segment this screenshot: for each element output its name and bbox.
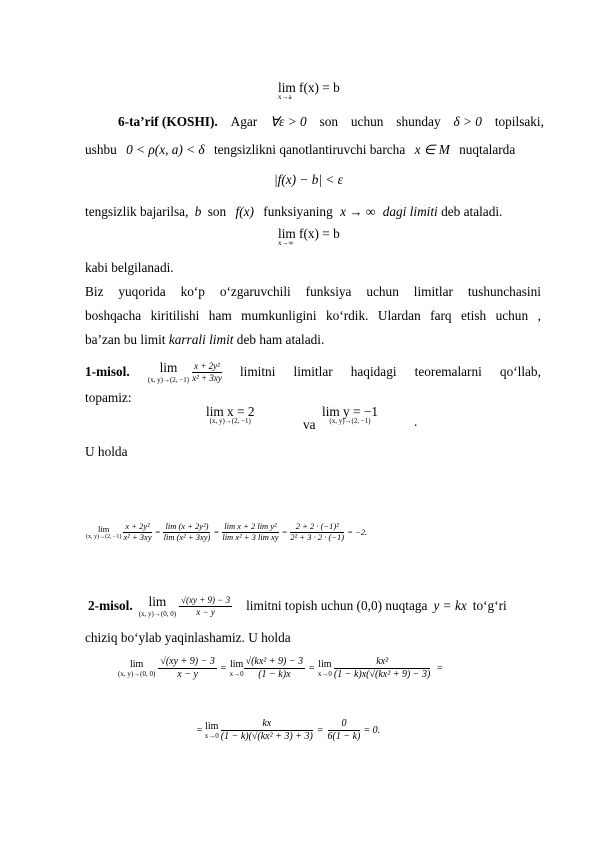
u-holda-1: U holda — [85, 444, 128, 459]
dot-text: . — [414, 414, 418, 429]
example-2-limit: lim (x, y)→(0, 0) $\frac{√(xy + 9) - 3}{x - y}$ — [138, 594, 231, 618]
definition-line-1: 6-ta’rif (KOSHI). Agar ∀ε > 0 son uchun shunday δ > 0 topilsaki, — [118, 114, 544, 129]
paragraph-line-3: ba’zan bu limit karrali limit deb ham ataladi. — [85, 332, 325, 347]
limit-y: lim y = −1 (x, y)→(2, −1) — [322, 404, 378, 425]
example-1-label: 1-misol. — [85, 364, 130, 379]
formula-limit-infinity: lim f(x) = b x→∞ — [278, 226, 340, 247]
definition-line-2: ushbu 0 < ρ(x, a) < δ tengsizlikni qanotlantiruvchi barcha x ∈ M nuqtalarda — [85, 142, 516, 157]
big-equation: lim (x, y)→(2, −1) $\frac{\text{x + 2y²}}{\text{x² + 3xy}}$ = $\frac{\text{lim (x + 2y²)}}{\text{lim (x² + 3xy)}}$ = $\frac{\text{lim x + 2 lim y²}}{\text{lim x² + 3 lim xy}}$ = $\frac{\text{2 + 2 · (−1)²}}{\text{2² + 3 · 2 · (−1)}}$ = −2. — [86, 521, 368, 542]
definition-heading: 6-ta’rif (KOSHI). — [118, 114, 218, 129]
topamiz-text: topamiz: — [85, 390, 132, 405]
inequality-abs: |f(x) − b| < ε — [274, 172, 343, 187]
limit-x: lim x = 2 (x, y)→(2, −1) — [206, 404, 255, 425]
example-1-limit: lim (x, y)→(2, −1) $\frac{\text{x + 2y²}}{\text{x² + 3xy}}$ — [147, 360, 222, 384]
definition-line-3: tengsizlik bajarilsa, b son f(x) funksiyaning x → ∞ dagi limiti deb ataladi. — [85, 204, 503, 219]
paragraph-line-1: Biz yuqorida ko‘p o‘zgaruvchili funksiya uchun limitlar tushunchasini — [85, 284, 541, 299]
example-1-line: 1-misol. lim (x, y)→(2, −1) $\frac{\text{x + 2y²}}{\text{x² + 3xy}}$ limitni limitlar haqidagi teoremalarni qo‘llab, — [85, 360, 541, 384]
formula-limit-infinity-sub: x→∞ — [278, 239, 294, 247]
example-2-line-2: chiziq bo‘ylab yaqinlashamiz. U holda — [85, 630, 291, 645]
formula-limit-a: lim f(x) = b x→a — [278, 80, 340, 101]
example-2-equation-1: lim (x, y)→(0, 0) $\frac{√(xy + 9) - 3}{x - y}$ = lim x→0 $\frac{\text{√(kx² + 9) − 3}}{(1 - k)x}$ = lim x→0 $\frac{\text{kx²}}{\text{(1 − k)x(√(kx² + 9) − 3)}}$ = — [118, 656, 444, 680]
example-2-line: 2-misol. lim (x, y)→(0, 0) $\frac{√(xy + 9) - 3}{x - y}$ limitni topish uchun (0,0) nuqtaga y = kx to‘g‘ri — [88, 594, 507, 618]
paragraph-line-2: boshqacha kiritilishi ham mumkunligini ko‘rdik. Ulardan farq etish uchun , — [85, 308, 541, 323]
example-2-label: 2-misol. — [88, 598, 133, 613]
va-text: va — [303, 417, 316, 432]
formula-limit-a-sub: x→a — [278, 93, 292, 101]
example-2-equation-2: = lim x→0 $\frac{kx}{\text{(1 − k)(√(kx² + 3) + 3)}}$ = $\frac{0}{6(1 - k)}$ = 0. — [196, 718, 381, 742]
kabi-text: kabi belgilanadi. — [85, 260, 174, 275]
